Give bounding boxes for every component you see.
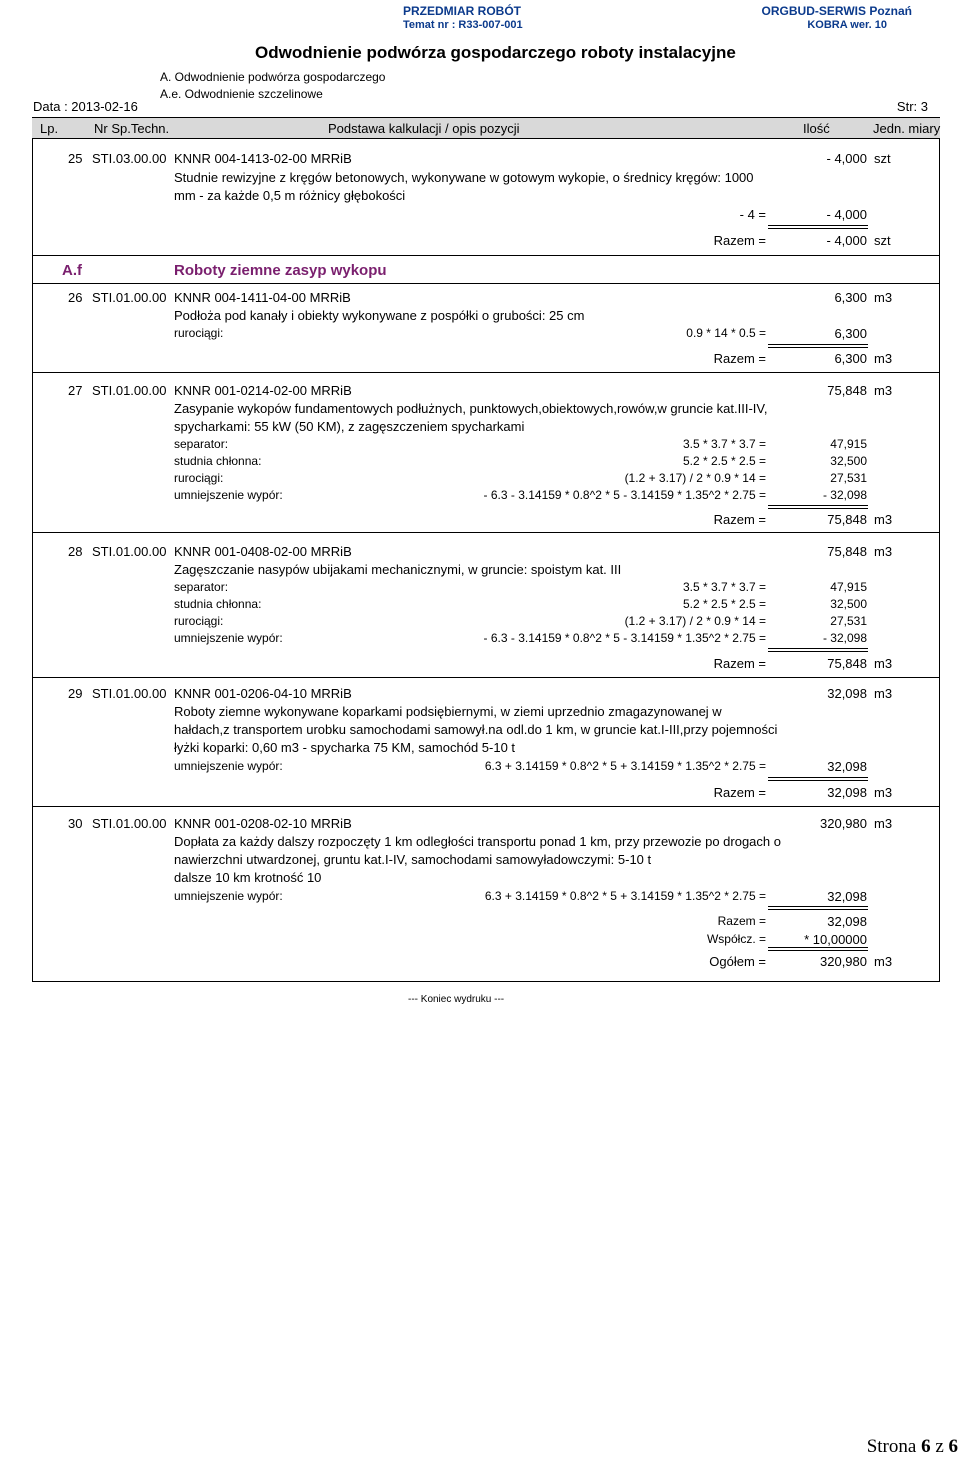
position-description: dalsze 10 km krotność 10 bbox=[174, 870, 322, 885]
position-quantity: 32,098 bbox=[827, 686, 867, 701]
calc-expression: (1.2 + 3.17) / 2 * 0.9 * 14 = bbox=[624, 471, 766, 485]
position-knr: KNNR 004-1411-04-00 MRRiB bbox=[174, 290, 351, 305]
calc-label: separator: bbox=[174, 580, 229, 594]
calc-value: 27,531 bbox=[830, 471, 867, 485]
position-unit: m3 bbox=[874, 383, 893, 398]
coefficient-label: Współcz. = bbox=[706, 932, 766, 946]
position-quantity: 6,300 bbox=[834, 290, 867, 305]
position-code: STI.01.00.00 bbox=[92, 686, 167, 701]
calc-value: - 32,098 bbox=[822, 631, 867, 645]
position-unit: m3 bbox=[874, 290, 893, 305]
position-knr: KNNR 001-0208-02-10 MRRiB bbox=[174, 816, 352, 831]
company-name: ORGBUD-SERWIS Poznań bbox=[761, 4, 912, 18]
calc-value: 6,300 bbox=[834, 326, 867, 341]
row-divider bbox=[32, 806, 940, 807]
total-label: Razem = bbox=[713, 656, 766, 671]
position-code: STI.01.00.00 bbox=[92, 544, 167, 559]
section-f-title: Roboty ziemne zasyp wykopu bbox=[174, 262, 387, 279]
column-description: Podstawa kalkulacji / opis pozycji bbox=[328, 121, 520, 136]
sum-separator bbox=[768, 777, 868, 781]
position-unit: m3 bbox=[874, 816, 893, 831]
page-total: 6 bbox=[948, 1436, 958, 1457]
calc-label: studnia chłonna: bbox=[174, 454, 262, 468]
total-value: 32,098 bbox=[827, 785, 867, 800]
position-description: Studnie rewizyjne z kręgów betonowych, wykonywane w gotowym wykopie, o średnicy kręgów: 1000 bbox=[174, 170, 754, 185]
calc-expression: 0.9 * 14 * 0.5 = bbox=[686, 326, 766, 340]
page-number: Str: 3 bbox=[896, 99, 928, 114]
calc-label: studnia chłonna: bbox=[174, 597, 262, 611]
calc-expression: - 4 = bbox=[739, 207, 766, 222]
position-quantity: 320,980 bbox=[820, 816, 867, 831]
position-unit: m3 bbox=[874, 544, 893, 559]
calc-expression: (1.2 + 3.17) / 2 * 0.9 * 14 = bbox=[624, 614, 766, 628]
table-border-left bbox=[32, 139, 33, 982]
calc-value: 32,098 bbox=[827, 889, 867, 904]
calc-label: umniejszenie wypór: bbox=[174, 889, 283, 903]
total-value: 75,848 bbox=[827, 512, 867, 527]
position-lp: 29 bbox=[68, 686, 83, 701]
position-description: nawierzchni utwardzonej, gruntu kat.I-IV, samochodami samowyładowczymi: 5-10 t bbox=[174, 852, 652, 867]
position-knr: KNNR 001-0206-04-10 MRRiB bbox=[174, 686, 352, 701]
row-divider bbox=[32, 255, 940, 256]
total-unit: m3 bbox=[874, 351, 893, 366]
position-lp: 28 bbox=[68, 544, 83, 559]
calc-expression: - 6.3 - 3.14159 * 0.8^2 * 5 - 3.14159 * 1.35^2 * 2.75 = bbox=[483, 488, 766, 502]
topic-number: Temat nr : R33-007-001 bbox=[403, 19, 523, 31]
position-description: hałdach,z transportem urobku samochodami samowył.na odl.do 1 km, w gruncie kat.I-III,przy pojemności bbox=[174, 722, 778, 737]
total-unit: m3 bbox=[874, 512, 893, 527]
position-code: STI.01.00.00 bbox=[92, 290, 167, 305]
position-code: STI.01.00.00 bbox=[92, 383, 167, 398]
position-lp: 26 bbox=[68, 290, 83, 305]
calc-expression: - 6.3 - 3.14159 * 0.8^2 * 5 - 3.14159 * 1.35^2 * 2.75 = bbox=[483, 631, 766, 645]
section-f-code: A.f bbox=[62, 262, 82, 279]
total-value: - 4,000 bbox=[826, 233, 867, 248]
table-header bbox=[32, 117, 940, 139]
position-unit: szt bbox=[874, 151, 891, 166]
page-prefix: Strona bbox=[866, 1436, 917, 1457]
total-unit: m3 bbox=[874, 785, 893, 800]
position-description: mm - za każde 0,5 m różnicy głębokości bbox=[174, 188, 406, 203]
grand-total-value: 320,980 bbox=[820, 954, 867, 969]
calc-label: rurociągi: bbox=[174, 614, 224, 628]
calc-expression: 3.5 * 3.7 * 3.7 = bbox=[682, 580, 766, 594]
row-divider bbox=[32, 532, 940, 533]
sum-separator bbox=[768, 906, 868, 910]
calc-label: umniejszenie wypór: bbox=[174, 488, 283, 502]
table-border-right bbox=[939, 139, 940, 982]
page-footer bbox=[867, 1436, 958, 1457]
sum-separator bbox=[768, 344, 868, 348]
position-description: Zagęszczanie nasypów ubijakami mechanicznymi, w gruncie: spoistym kat. III bbox=[174, 562, 622, 577]
total-label: Razem = bbox=[713, 233, 766, 248]
column-nr-techn: Nr Sp.Techn. bbox=[94, 121, 170, 136]
position-unit: m3 bbox=[874, 686, 893, 701]
position-knr: KNNR 001-0408-02-00 MRRiB bbox=[174, 544, 352, 559]
position-description: Zasypanie wykopów fundamentowych podłużnych, punktowych,obiektowych,rowów,w gruncie kat.III-IV, bbox=[174, 401, 768, 416]
position-description: Roboty ziemne wykonywane koparkami podsiębiernymi, w ziemi uprzednio zmagazynowanej w bbox=[174, 704, 722, 719]
total-label: Razem = bbox=[713, 512, 766, 527]
total-value: 6,300 bbox=[834, 351, 867, 366]
total-value: 32,098 bbox=[827, 914, 867, 929]
calc-value: 32,500 bbox=[830, 454, 867, 468]
calc-expression: 5.2 * 2.5 * 2.5 = bbox=[682, 454, 766, 468]
calc-value: 32,500 bbox=[830, 597, 867, 611]
calc-label: rurociągi: bbox=[174, 326, 224, 340]
calc-value: - 32,098 bbox=[822, 488, 867, 502]
sum-separator bbox=[768, 225, 868, 229]
position-description: łyżki koparki: 0,60 m3 - spycharka 75 KM, samochód 5-10 t bbox=[174, 740, 516, 755]
position-code: STI.03.00.00 bbox=[92, 151, 167, 166]
calc-value: 32,098 bbox=[827, 759, 867, 774]
position-lp: 25 bbox=[68, 151, 83, 166]
position-code: STI.01.00.00 bbox=[92, 816, 167, 831]
row-divider bbox=[32, 283, 940, 284]
grand-total-unit: m3 bbox=[874, 954, 893, 969]
column-quantity: Ilość bbox=[803, 121, 830, 136]
position-description: Podłoża pod kanały i obiekty wykonywane z pospółki o grubości: 25 cm bbox=[174, 308, 585, 323]
calc-label: umniejszenie wypór: bbox=[174, 759, 283, 773]
program-version: KOBRA wer. 10 bbox=[807, 19, 887, 31]
calc-value: 47,915 bbox=[830, 437, 867, 451]
position-description: spycharkami: 55 kW (50 KM), z zagęszczeniem spycharkami bbox=[174, 419, 525, 434]
calc-expression: 6.3 + 3.14159 * 0.8^2 * 5 + 3.14159 * 1.35^2 * 2.75 = bbox=[484, 759, 766, 773]
page-current: 6 bbox=[921, 1436, 931, 1457]
calc-expression: 6.3 + 3.14159 * 0.8^2 * 5 + 3.14159 * 1.35^2 * 2.75 = bbox=[484, 889, 766, 903]
document-title: Odwodnienie podwórza gospodarczego roboty instalacyjne bbox=[255, 43, 736, 62]
document-date: Data : 2013-02-16 bbox=[33, 99, 138, 114]
calc-expression: 5.2 * 2.5 * 2.5 = bbox=[682, 597, 766, 611]
calc-label: rurociągi: bbox=[174, 471, 224, 485]
row-divider bbox=[32, 372, 940, 373]
total-label: Razem = bbox=[713, 351, 766, 366]
coefficient-value: * 10,00000 bbox=[804, 932, 867, 947]
sum-separator bbox=[768, 505, 868, 509]
position-knr: KNNR 001-0214-02-00 MRRiB bbox=[174, 383, 352, 398]
column-lp: Lp. bbox=[40, 121, 59, 136]
calc-value: 27,531 bbox=[830, 614, 867, 628]
end-of-print: --- Koniec wydruku --- bbox=[408, 994, 505, 1005]
calc-expression: 3.5 * 3.7 * 3.7 = bbox=[682, 437, 766, 451]
section-a-heading: A. Odwodnienie podwórza gospodarczego bbox=[160, 70, 386, 84]
calc-label: umniejszenie wypór: bbox=[174, 631, 283, 645]
total-label: Razem = bbox=[713, 785, 766, 800]
total-label: Razem = bbox=[717, 914, 766, 928]
calc-value: 47,915 bbox=[830, 580, 867, 594]
position-lp: 27 bbox=[68, 383, 83, 398]
position-quantity: 75,848 bbox=[827, 544, 867, 559]
sum-separator bbox=[768, 648, 868, 652]
total-value: 75,848 bbox=[827, 656, 867, 671]
program-name: PRZEDMIAR ROBÓT bbox=[403, 4, 521, 18]
column-unit: Jedn. miary bbox=[873, 121, 941, 136]
calc-value: - 4,000 bbox=[826, 207, 867, 222]
total-unit: szt bbox=[874, 233, 891, 248]
position-lp: 30 bbox=[68, 816, 83, 831]
page-separator: z bbox=[935, 1436, 944, 1457]
sum-separator bbox=[768, 947, 868, 951]
position-quantity: - 4,000 bbox=[826, 151, 867, 166]
grand-total-label: Ogółem = bbox=[709, 954, 766, 969]
table-border-bottom bbox=[32, 981, 940, 982]
calc-label: separator: bbox=[174, 437, 229, 451]
position-knr: KNNR 004-1413-02-00 MRRiB bbox=[174, 151, 352, 166]
section-ae-heading: A.e. Odwodnienie szczelinowe bbox=[160, 87, 323, 101]
position-quantity: 75,848 bbox=[827, 383, 867, 398]
position-description: Dopłata za każdy dalszy rozpoczęty 1 km odległości transportu ponad 1 km, przy przewozie po drogach o bbox=[174, 834, 781, 849]
row-divider bbox=[32, 677, 940, 678]
total-unit: m3 bbox=[874, 656, 893, 671]
